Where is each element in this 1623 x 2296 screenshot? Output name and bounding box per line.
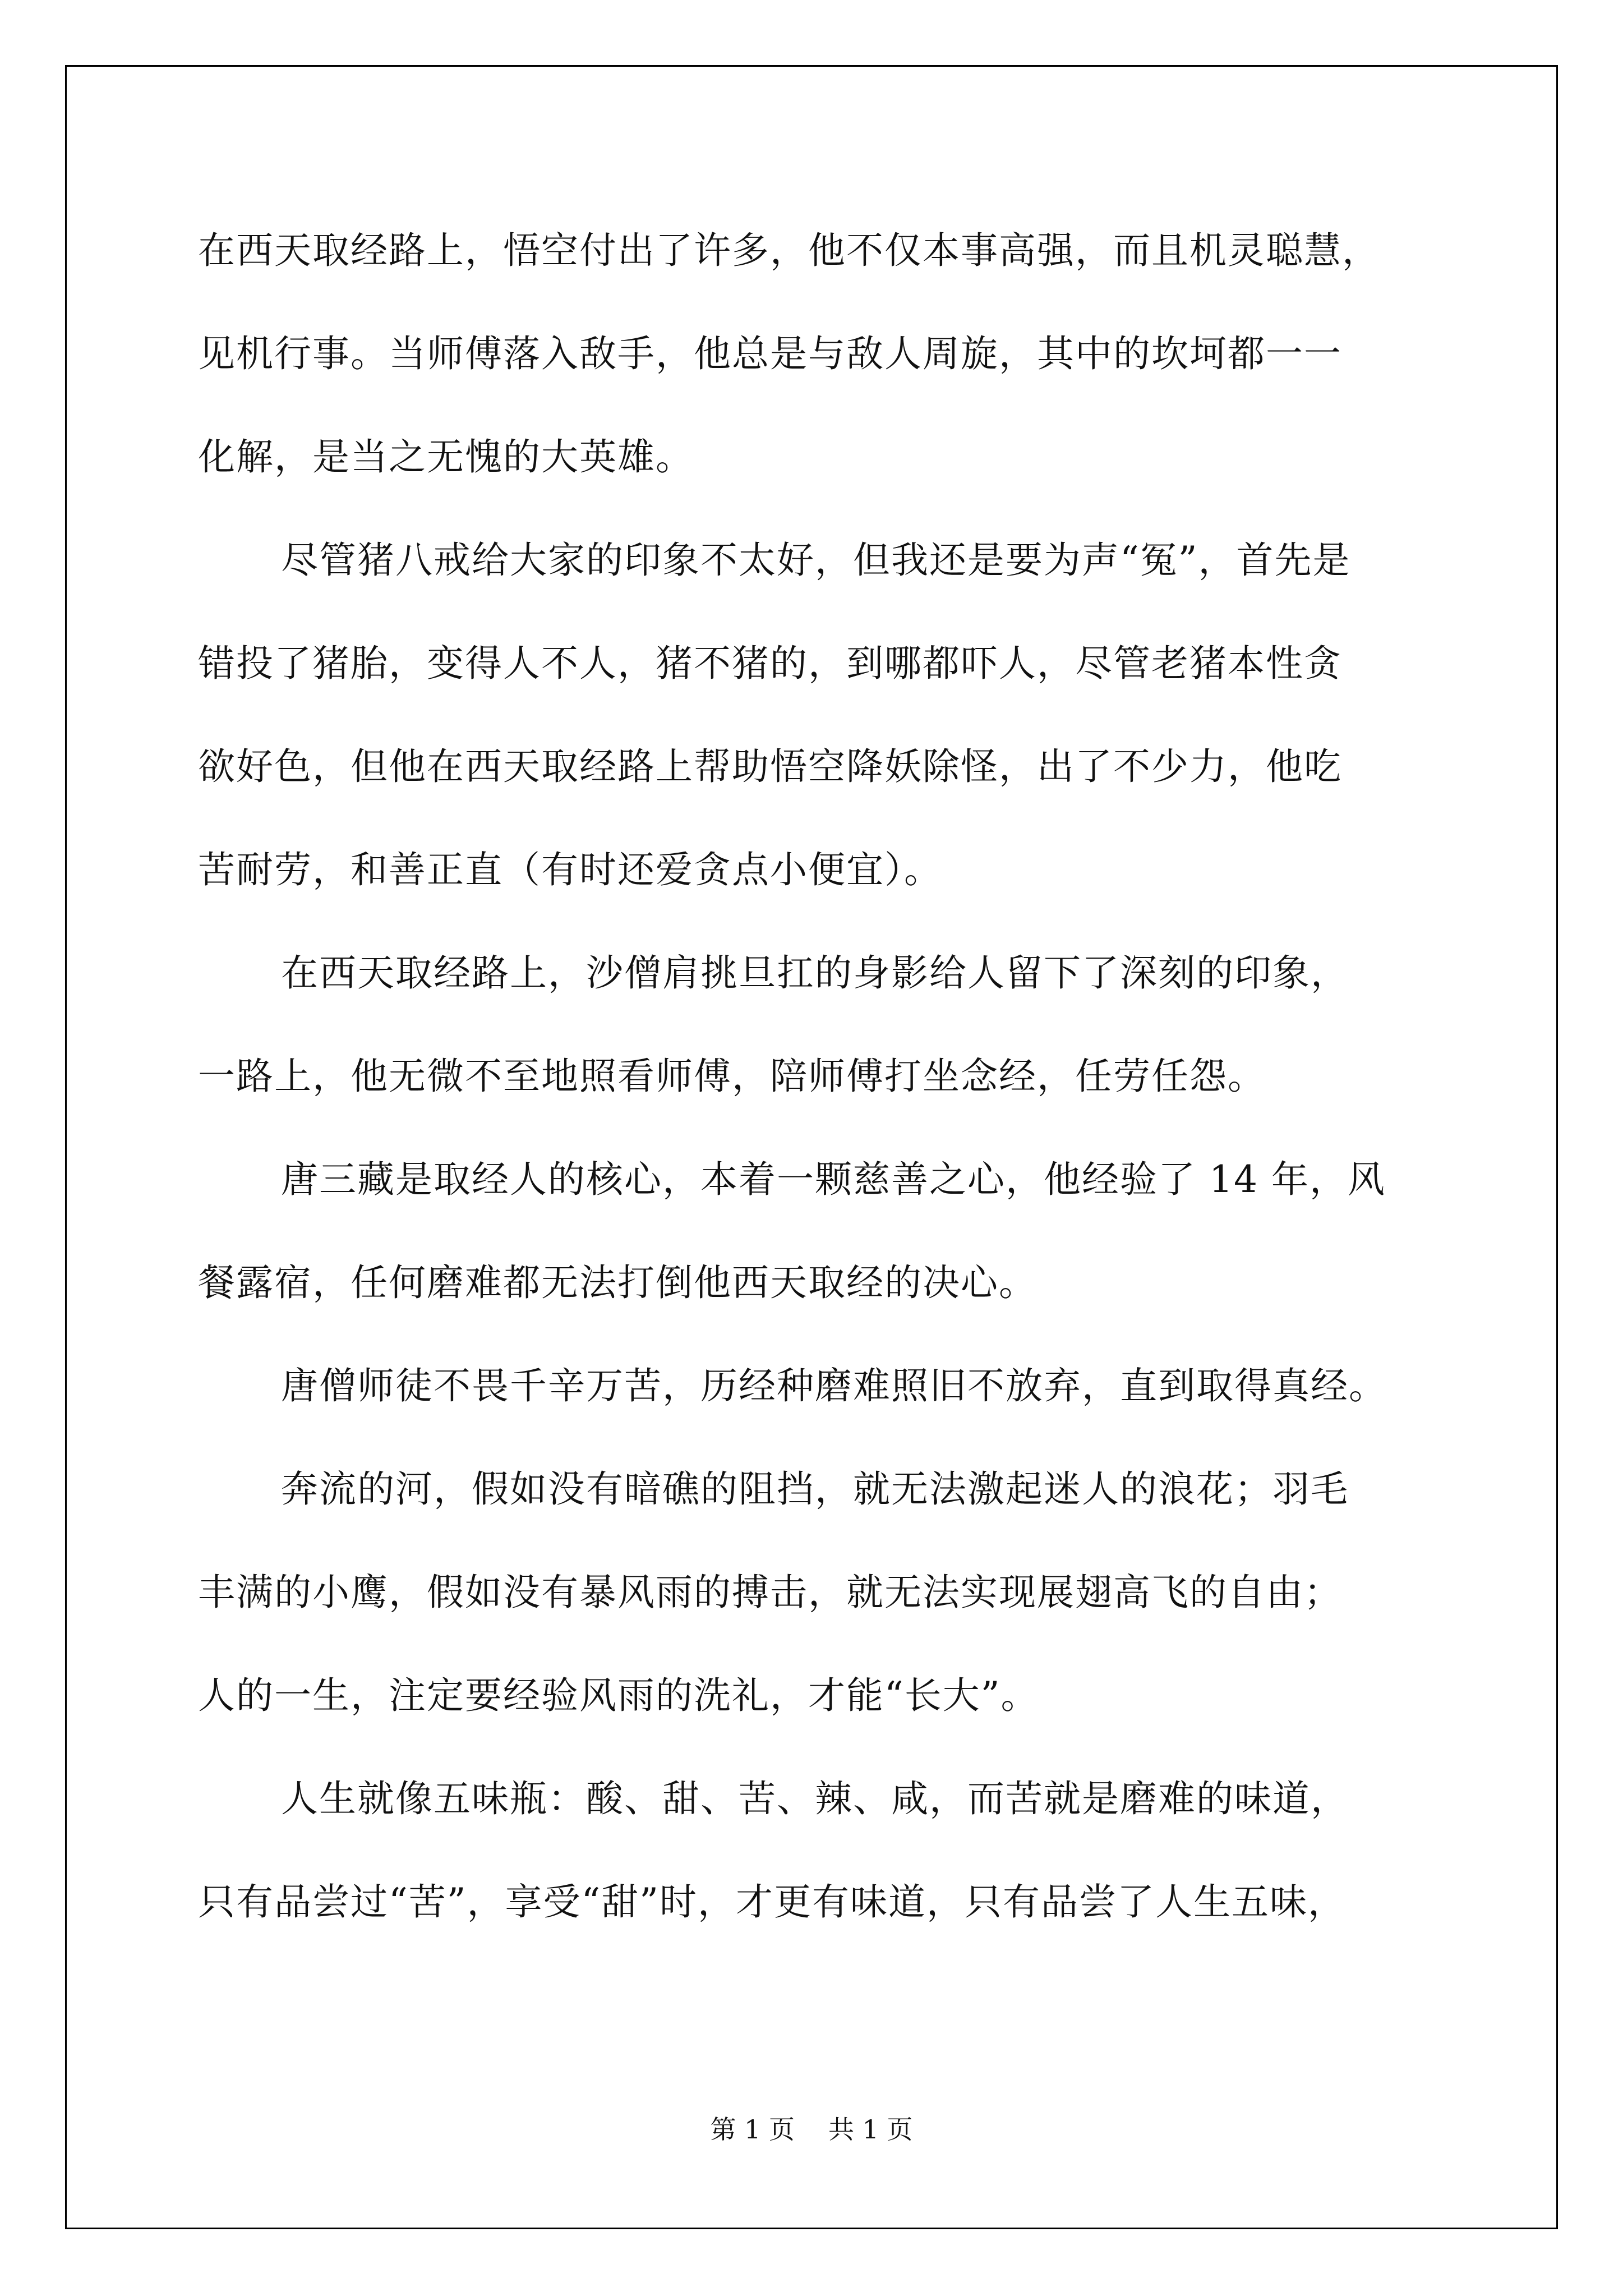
- document-body: [198, 199, 1432, 1954]
- text-line: 唐三藏是取经人的核心，本着一颗慈善之心，他经验了 14 年，风: [281, 1158, 1386, 1201]
- text-line: 丰满的小鹰，假如没有暴风雨的搏击，就无法实现展翅高飞的自由；: [198, 1571, 1342, 1614]
- page-total: 共 1 页: [828, 2114, 913, 2145]
- text-line: 奔流的河，假如没有暗礁的阻挡，就无法激起迷人的浪花；羽毛: [281, 1467, 1349, 1511]
- text-line: 在西天取经路上，悟空付出了许多，他不仅本事高强，而且机灵聪慧，: [198, 229, 1380, 272]
- page-number: 第 1 页: [710, 2114, 795, 2145]
- text-line: 只有品尝过“苦”，享受“甜”时，才更有味道，只有品尝了人生五味，: [198, 1880, 1346, 1924]
- text-line: 见机行事。当师傅落入敌手，他总是与敌人周旋，其中的坎坷都一一: [198, 332, 1342, 375]
- text-line: 一路上，他无微不至地照看师傅，陪师傅打坐念经，任劳任怨。: [198, 1055, 1266, 1098]
- text-line: 在西天取经路上，沙僧肩挑旦扛的身影给人留下了深刻的印象，: [281, 951, 1349, 995]
- text-line: 餐露宿，任何磨难都无法打倒他西天取经的决心。: [198, 1261, 1037, 1304]
- text-line: 人的一生，注定要经验风雨的洗礼，才能“长大”。: [198, 1674, 1039, 1717]
- text-line: 苦耐劳，和善正直（有时还爱贪点小便宜）。: [198, 848, 942, 891]
- text-line: 欲好色，但他在西天取经路上帮助悟空降妖除怪，出了不少力，他吃: [198, 745, 1342, 788]
- text-line: 尽管猪八戒给大家的印象不太好，但我还是要为声“冤”，首先是: [281, 539, 1351, 582]
- text-line: 唐僧师徒不畏千辛万苦，历经种磨难照旧不放弃，直到取得真经。: [281, 1364, 1387, 1407]
- page-footer: [0, 2109, 1623, 2146]
- text-line: 错投了猪胎，变得人不人，猪不猪的，到哪都吓人，尽管老猪本性贪: [198, 642, 1342, 685]
- text-line: 化解，是当之无愧的大英雄。: [198, 435, 694, 478]
- text-line: 人生就像五味瓶：酸、甜、苦、辣、咸，而苦就是磨难的味道，: [281, 1777, 1349, 1820]
